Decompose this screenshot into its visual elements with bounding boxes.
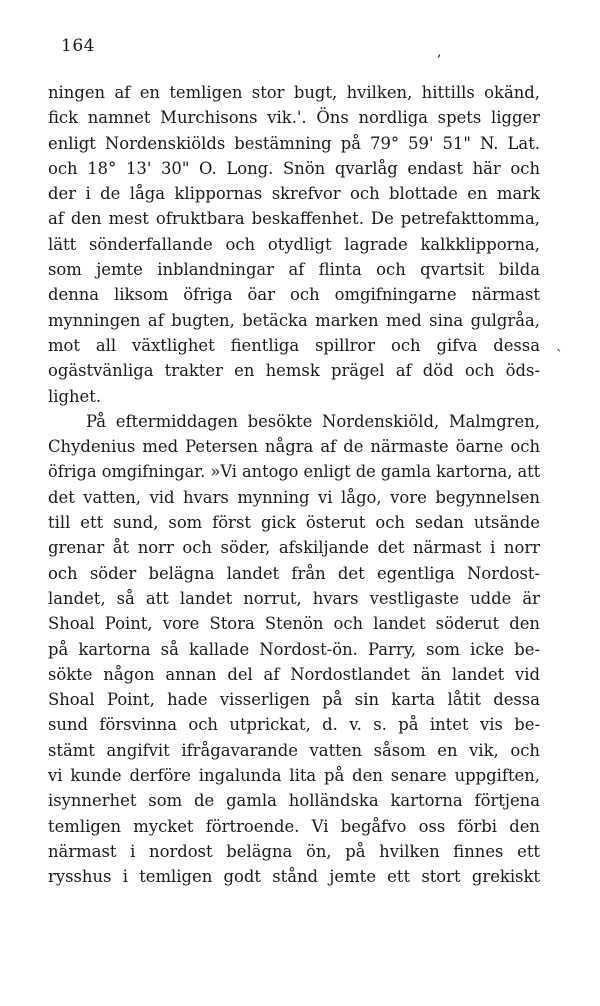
- text-line: ogästvänliga trakter en hemsk prägel af död och öds-: [48, 361, 540, 381]
- text-line: Shoal Point, vore Stora Stenön och landet söderut den: [48, 614, 540, 634]
- text-line: och 18° 13' 30" O. Long. Snön qvarlåg endast här och: [48, 158, 540, 178]
- text-line: isynnerhet som de gamla holländska kartorna förtjena: [48, 791, 540, 811]
- text-line: på kartorna så kallade Nordost-ön. Parry, som icke be-: [48, 639, 540, 659]
- text-line: ningen af en temligen stor bugt, hvilken, hittills okänd,: [48, 83, 540, 102]
- text-line: sökte någon annan del af Nordostlandet än landet vid: [48, 664, 540, 684]
- text-line: som jemte inblandningar af flinta och qvartsit bilda: [48, 260, 540, 280]
- text-line: det vatten, vid hvars mynning vi lågo, vore begynnelsen: [48, 487, 540, 507]
- text-line: grenar åt norr och söder, afskiljande det närmast i norr: [48, 538, 540, 558]
- text-line: mot all växtlighet fientliga spillror och gifva dessa: [48, 335, 540, 355]
- text-line: temligen mycket förtroende. Vi begåfvo oss förbi den: [48, 816, 540, 836]
- text-line: Shoal Point, hade visserligen på sin karta låtit dessa: [48, 690, 540, 710]
- text-line: och söder belägna landet från det egentliga Nordost-: [48, 563, 540, 583]
- text-line: närmast i nordost belägna ön, på hvilken finnes ett: [48, 841, 540, 861]
- text-line-paragraph-end: lighet.: [48, 386, 102, 406]
- body-text: [48, 80, 540, 890]
- text-line: enligt Nordenskiölds bestämning på 79° 59' 51" N. Lat.: [48, 133, 540, 153]
- text-line: vi kunde derföre ingalunda lita på den senare uppgiften,: [48, 766, 540, 786]
- text-line: lätt sönderfallande och otydligt lagrade kalkklipporna,: [48, 234, 540, 254]
- text-line: af den mest ofruktbara beskaffenhet. De petrefakttomma,: [48, 209, 540, 229]
- text-line: rysshus i temligen godt stånd jemte ett stort grekiskt: [48, 867, 540, 887]
- text-line-paragraph-start: På eftermiddagen besökte Nordenskiöld, Malmgren,: [86, 411, 540, 431]
- stray-mark-top: ,: [437, 44, 442, 60]
- text-line: till ett sund, som först gick österut och sedan utsände: [48, 513, 540, 533]
- text-line: stämt angifvit ifrågavarande vatten såsom en vik, och: [48, 740, 540, 760]
- text-line: mynningen af bugten, betäcka marken med sina gulgråa,: [48, 310, 540, 330]
- stray-mark-margin: `: [556, 348, 563, 364]
- text-line: öfriga omgifningar. »Vi antogo enligt de gamla kartorna, att: [48, 462, 541, 482]
- text-line: fick namnet Murchisons vik.'. Öns nordliga spets ligger: [48, 108, 540, 128]
- text-line: der i de låga klippornas skrefvor och blottade en mark: [48, 184, 540, 204]
- text-line: Chydenius med Petersen några af de närmaste öarne och: [48, 437, 540, 457]
- text-line: denna liksom öfriga öar och omgifningarne närmast: [48, 285, 540, 305]
- page-number: 164: [61, 36, 95, 56]
- text-line: landet, så att landet norrut, hvars vestligaste udde är: [48, 588, 540, 608]
- text-line: sund försvinna och utprickat, d. v. s. på intet vis be-: [48, 715, 540, 735]
